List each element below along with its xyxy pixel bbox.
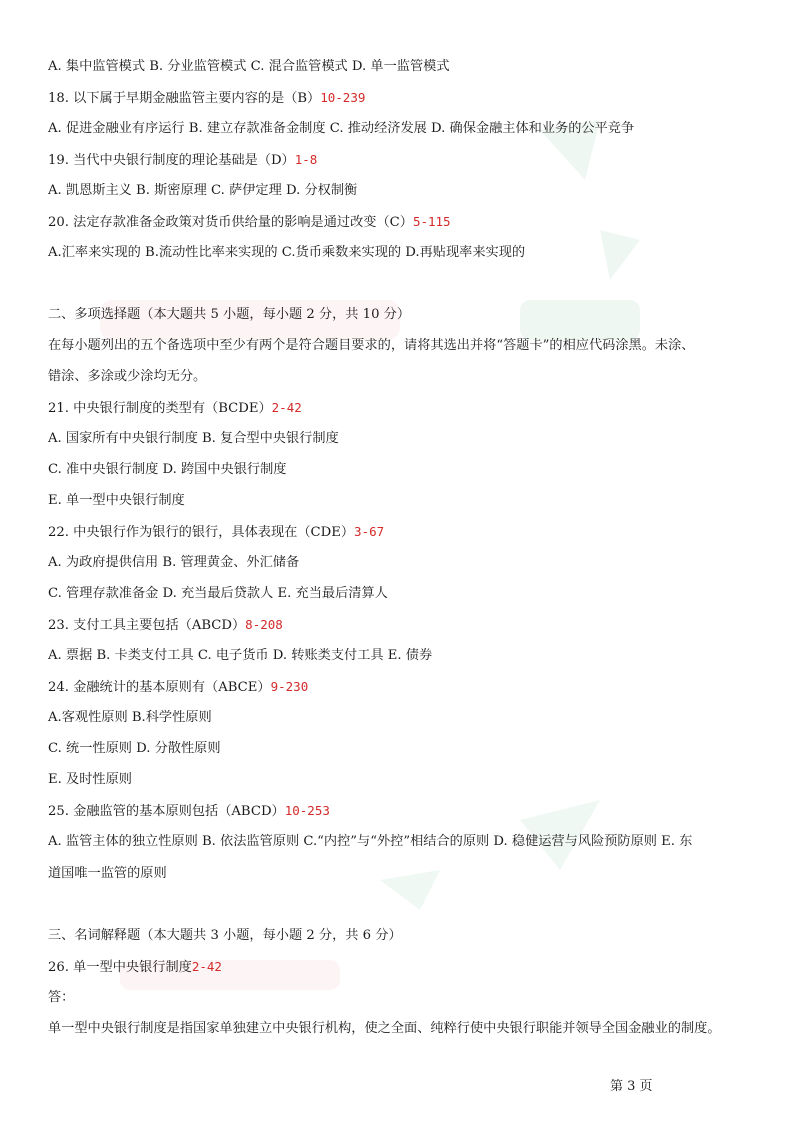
text-line xyxy=(48,369,206,385)
text-line xyxy=(48,524,384,541)
line-text: A. 促进金融业有序运行 B. 建立存款准备金制度 C. 推动经济发展 D. 确保金融主体和业务的公平竞争 xyxy=(48,121,635,136)
text-line xyxy=(48,928,402,944)
line-text: C. 统一性原则 D. 分散性原则 xyxy=(48,741,221,756)
text-line xyxy=(48,834,692,850)
text-line xyxy=(48,59,450,75)
chapter-page-reference: 2-42 xyxy=(191,959,222,974)
text-line xyxy=(48,990,74,1006)
text-line xyxy=(48,245,525,261)
text-line xyxy=(48,121,634,137)
line-text: E. 单一型中央银行制度 xyxy=(48,493,185,508)
chapter-page-reference: 9-230 xyxy=(270,679,309,694)
text-line xyxy=(48,648,432,664)
chapter-page-reference: 5-115 xyxy=(412,214,451,229)
chapter-page-reference: 8-208 xyxy=(245,617,283,632)
line-text: A. 集中监管模式 B. 分业监管模式 C. 混合监管模式 D. 单一监管模式 xyxy=(48,59,450,74)
line-text: A.汇率来实现的 B.流动性比率来实现的 C.货币乘数来实现的 D.再贴现率来实现的 xyxy=(48,245,526,260)
text-line xyxy=(48,214,451,231)
line-text: 道国唯一监管的原则 xyxy=(48,866,167,881)
text-line xyxy=(48,803,330,820)
line-text: 错涂、多涂或少涂均无分。 xyxy=(48,369,207,384)
text-line xyxy=(48,90,365,107)
text-line xyxy=(48,307,410,323)
line-text: A. 监管主体的独立性原则 B. 依法监管原则 C.“内控”与“外控”相结合的原则 D. 稳健运营与风险预防原则 E. 东 xyxy=(48,834,693,849)
line-text: 单一型中央银行制度是指国家单独建立中央银行机构，使之全面、纯粹行使中央银行职能并领导全国金融业的制度。 xyxy=(48,1021,721,1036)
chapter-page-reference: 3-67 xyxy=(354,524,385,539)
line-text: A. 凯恩斯主义 B. 斯密原理 C. 萨伊定理 D. 分权制衡 xyxy=(48,183,358,198)
text-line xyxy=(48,183,357,199)
text-line xyxy=(48,866,167,882)
line-text: 20. 法定存款准备金政策对货币供给量的影响是通过改变（C） xyxy=(48,215,413,230)
chapter-page-reference: 1-8 xyxy=(294,152,318,167)
text-line xyxy=(48,555,299,571)
text-line xyxy=(48,493,185,509)
text-line xyxy=(48,959,222,976)
line-text: 答： xyxy=(48,990,75,1005)
line-text: 21. 中央银行制度的类型有（BCDE） xyxy=(48,401,272,416)
line-text: 22. 中央银行作为银行的银行，具体表现在（CDE） xyxy=(48,525,355,540)
text-line xyxy=(48,1021,721,1037)
line-text: 26. 单一型中央银行制度 xyxy=(48,960,192,975)
line-text: 在每小题列出的五个备选项中至少有两个是符合题目要求的，请将其选出并将“答题卡”的相应代码涂黑。未涂、 xyxy=(48,338,695,353)
line-text: 25. 金融监管的基本原则包括（ABCD） xyxy=(48,804,285,819)
line-text: E. 及时性原则 xyxy=(48,772,132,787)
line-text: A. 为政府提供信用 B. 管理黄金、外汇储备 xyxy=(48,555,300,570)
line-text: 三、名词解释题（本大题共 3 小题，每小题 2 分，共 6 分） xyxy=(48,928,402,943)
chapter-page-reference: 2-42 xyxy=(271,400,302,415)
line-text: A.客观性原则 B.科学性原则 xyxy=(48,710,212,725)
text-line xyxy=(48,462,287,478)
line-text: 24. 金融统计的基本原则有（ABCE） xyxy=(48,680,271,695)
line-text: A. 票据 B. 卡类支付工具 C. 电子货币 D. 转账类支付工具 E. 债券 xyxy=(48,648,433,663)
text-line xyxy=(48,400,302,417)
text-line xyxy=(48,710,212,726)
text-line xyxy=(48,338,694,354)
chapter-page-reference: 10-239 xyxy=(320,90,366,105)
line-text: 18. 以下属于早期金融监管主要内容的是（B） xyxy=(48,91,321,106)
chapter-page-reference: 10-253 xyxy=(284,803,330,818)
line-text: 19. 当代中央银行制度的理论基础是（D） xyxy=(48,153,295,168)
line-text: 23. 支付工具主要包括（ABCD） xyxy=(48,618,246,633)
text-line xyxy=(48,586,388,602)
text-line xyxy=(48,617,283,634)
text-line xyxy=(48,152,317,169)
line-text: 二、多项选择题（本大题共 5 小题，每小题 2 分，共 10 分） xyxy=(48,307,411,322)
line-text: C. 管理存款准备金 D. 充当最后贷款人 E. 充当最后清算人 xyxy=(48,586,388,601)
text-line xyxy=(48,679,308,696)
line-text: C. 准中央银行制度 D. 跨国中央银行制度 xyxy=(48,462,287,477)
text-line xyxy=(48,741,221,757)
line-text: A. 国家所有中央银行制度 B. 复合型中央银行制度 xyxy=(48,431,339,446)
text-line xyxy=(48,431,339,447)
page-number: 第 3 页 xyxy=(610,1079,653,1094)
text-line xyxy=(48,772,132,788)
